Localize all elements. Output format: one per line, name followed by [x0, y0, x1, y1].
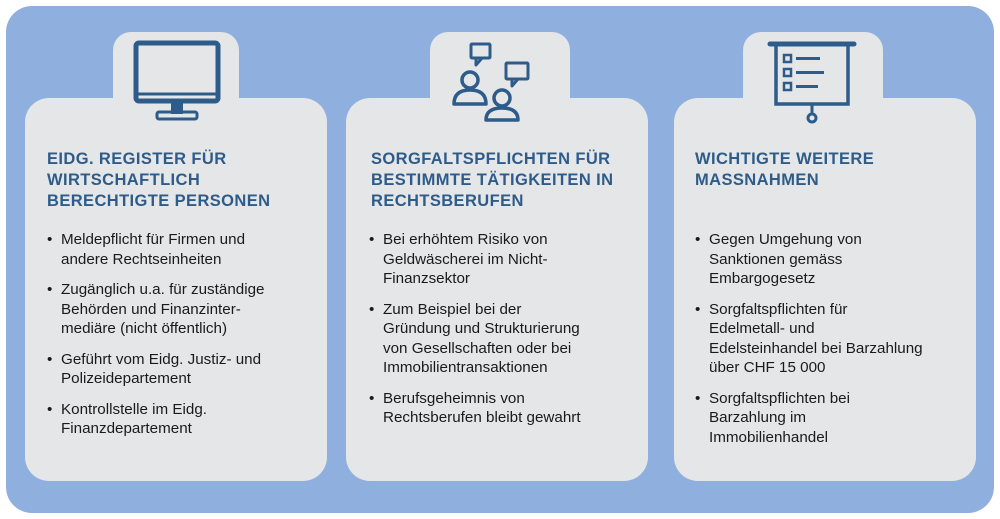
bullet-list-3 [695, 230, 923, 458]
heading-2: SORGFALTSPFLICHTEN FÜR BESTIMMTE TÄTIGKEITEN IN RECHTSBERUFEN [371, 150, 614, 210]
bullet-item: • Zum Beispiel bei der Gründung und Strukturierung von Gesellschaften oder bei Immobilientransaktionen [369, 300, 581, 378]
bullet-item: • Meldepflicht für Firmen und andere Rechtseinheiten [47, 230, 264, 269]
bullet-item: • Kontrollstelle im Eidg. Finanzdepartement [47, 400, 264, 439]
people-chat-icon [446, 40, 546, 124]
bullet-item: • Berufsgeheimnis von Rechtsberufen bleibt gewahrt [369, 389, 581, 428]
bullet-item: • Geführt vom Eidg. Justiz- und Polizeidepartement [47, 350, 264, 389]
heading-3: WICHTIGTE WEITERE MASSNAHMEN [695, 150, 875, 189]
checklist-board-icon [764, 38, 860, 128]
bullet-list-2 [369, 230, 581, 439]
bullet-item: • Bei erhöhtem Risiko von Geldwäscherei im Nicht- Finanzsektor [369, 230, 581, 289]
bullet-list-1 [47, 230, 264, 450]
bullet-item: • Sorgfaltspflichten für Edelmetall- und Edelsteinhandel bei Barzahlung über CHF 15 000 [695, 300, 923, 378]
bullet-item: • Gegen Umgehung von Sanktionen gemäss Embargogesetz [695, 230, 923, 289]
heading-1: EIDG. REGISTER FÜR WIRTSCHAFTLICH BERECHTIGTE PERSONEN [47, 150, 271, 210]
monitor-icon [131, 40, 223, 124]
bullet-item: • Zugänglich u.a. für zuständige Behörden und Finanzinter- mediäre (nicht öffentlich) [47, 280, 264, 339]
bullet-item: • Sorgfaltspflichten bei Barzahlung im Immobilienhandel [695, 389, 923, 448]
